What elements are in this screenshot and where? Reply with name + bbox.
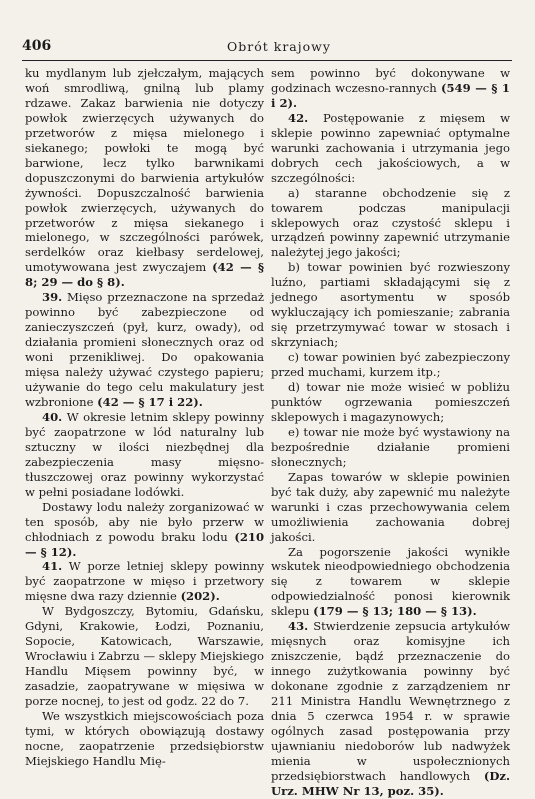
list-item-a: a) staranne obchodzenie się z towarem podczas manipulacji sklepowych oraz czystość sklepu i urządzeń powinny zapewnić utrzymanie należytej jego jakości;: [271, 185, 510, 260]
paragraph-42: [271, 111, 510, 186]
paragraph-40: [25, 410, 264, 500]
section-number: 42.: [288, 110, 309, 125]
paragraph-text: Postępowanie z mięsem w sklepie powinno zapewniać optymalne warunki zachowania i utrzymania jego dobrych cech jakościowych, a w szczególności:: [271, 110, 510, 185]
paragraph-text: Stwierdzenie zepsucia artykułów mięsnych oraz komisyjne ich zniszczenie, bądź przeznaczenie do innego zużytkowania powinny być dokonane zgodnie z zarządzeniem nr 211 Ministra Handlu Wewnętrznego z dnia 5 czerwca 1954 r. w sprawie ogólnych zasad postępowania przy ujawnianiu niedoborów lub nadwyżek mienia w uspołecznionych przedsiębiorstwach handlowych: [271, 619, 510, 783]
legal-reference: (179 — § 13; 180 — § 13).: [313, 604, 477, 619]
paragraph-stock: [271, 470, 510, 545]
legal-reference: (Dz. Urz. MHW Nr 13, poz. 35).: [271, 768, 510, 798]
section-number: 39.: [42, 290, 63, 305]
paragraph-text: Za pogorszenie jakości wynikłe wskutek nieodpowiedniego obchodzenia się z towarem w sklepie odpowiedzialność ponosi kierownik sklepu: [271, 544, 510, 619]
paragraph-text: sem powinno być dokonywane w godzinach wczesno-rannych: [271, 66, 510, 95]
paragraph-other-towns: [25, 709, 264, 769]
paragraph-text: Dostawy lodu należy zorganizować w ten sposób, aby nie było przerw w chłodniach z powodu braku lodu: [25, 499, 264, 544]
paragraph-43: [271, 619, 510, 798]
paragraph-continuation: [25, 66, 264, 290]
legal-reference: (549 — § 1 i 2).: [271, 80, 510, 110]
running-title: Obrót krajowy: [227, 39, 331, 54]
paragraph-41: [25, 559, 264, 604]
list-item-b: b) towar powinien być rozwieszony luźno, partiami składającymi się z jednego asortymentu w sposób wykluczający ich pomieszanie; zabrania się przetrzymywać towar w stosach i skrzyniach;: [271, 260, 510, 350]
section-number: 43.: [288, 619, 309, 634]
left-column: [25, 66, 264, 769]
paragraph-text: W porze letniej sklepy powinny być zaopatrzone w mięso i przetwory mięsne dwa razy dziennie: [25, 559, 264, 604]
section-number: 40.: [42, 409, 63, 424]
list-item-e: e) towar nie może być wystawiony na bezpośrednie działanie promieni słonecznych;: [271, 424, 510, 469]
page-header: [22, 38, 512, 61]
paragraph-text: ku mydlanym lub zjełczałym, mających woń smrodliwą, gnilną lub plamy rdzawe. Zakaz barwienia nie dotyczy powłok zwierzęcych używanych do przetworów z mięsa mielonego i siekanego; powłoki te mogą być barwione, lecz tylko barwnikami dopuszczonymi do barwienia artykułów żywności. Dopuszczalność barwienia powłok zwierzęcych, używanych do przetworów z mięsa siekanego i mielonego, w szczególności parówek, serdelków oraz kiełbasy serdelowej, umotywowana jest zwyczajem: [25, 66, 264, 275]
paragraph-39: [25, 290, 264, 410]
paragraph-responsibility: [271, 545, 510, 620]
right-column: [271, 66, 510, 799]
list-item-c: c) towar powinien być zabezpieczony przed muchami, kurzem itp.;: [271, 350, 510, 380]
paragraph-text: W Bydgoszczy, Bytomiu, Gdańsku, Gdyni, Krakowie, Łodzi, Poznaniu, Sopocie, Katowicach, Warszawie, Wrocławiu i Zabrzu — sklepy Miejskiego Handlu Mięsem powinny być, w zasadzie, zaopatrywane w mięsiwa w porze nocnej, to jest od godz. 22 do 7.: [25, 604, 264, 709]
paragraph-cities: [25, 604, 264, 709]
paragraph-text: We wszystkich miejscowościach poza tymi, w których obowiązują dostawy nocne, zaopatrzenie przedsiębiorstw Miejskiego Handlu Mię-: [25, 708, 264, 768]
section-number: 41.: [42, 559, 63, 574]
legal-reference: (210 — § 12).: [25, 529, 265, 559]
page-number: 406: [22, 38, 52, 54]
legal-reference: (202).: [180, 589, 220, 604]
paragraph-text: Zapas towarów w sklepie powinien być tak duży, aby zapewnić mu należyte warunki i czas przechowywania celem umożliwienia zachowania dobrej jakości.: [271, 469, 510, 544]
paragraph-text: W okresie letnim sklepy powinny być zaopatrzone w lód naturalny lub sztuczny w ilości niezbędnej dla zabezpieczenia masy mięsno-tłuszczowej oraz powinny wykorzystać w pełni posiadane lodówki.: [25, 409, 265, 499]
paragraph-continuation: [271, 66, 510, 111]
list-item-d: d) towar nie może wisieć w pobliżu punktów ogrzewania pomieszczeń sklepowych i magazynowych;: [271, 380, 510, 424]
legal-reference: (42 — § 8; 29 — do § 8).: [25, 260, 265, 290]
paragraph-ice-supply: [25, 500, 264, 560]
paragraph-text: Mięso przeznaczone na sprzedaż powinno być zabezpieczone od zanieczyszczeń (pył, kurz, owady), od działania promieni słonecznych oraz od woni przenikliwej. Do opakowania mięsa należy używać czystego papieru; używanie do tego celu makulatury jest wzbronione: [25, 290, 264, 409]
legal-reference: (42 — § 17 i 22).: [97, 394, 203, 409]
